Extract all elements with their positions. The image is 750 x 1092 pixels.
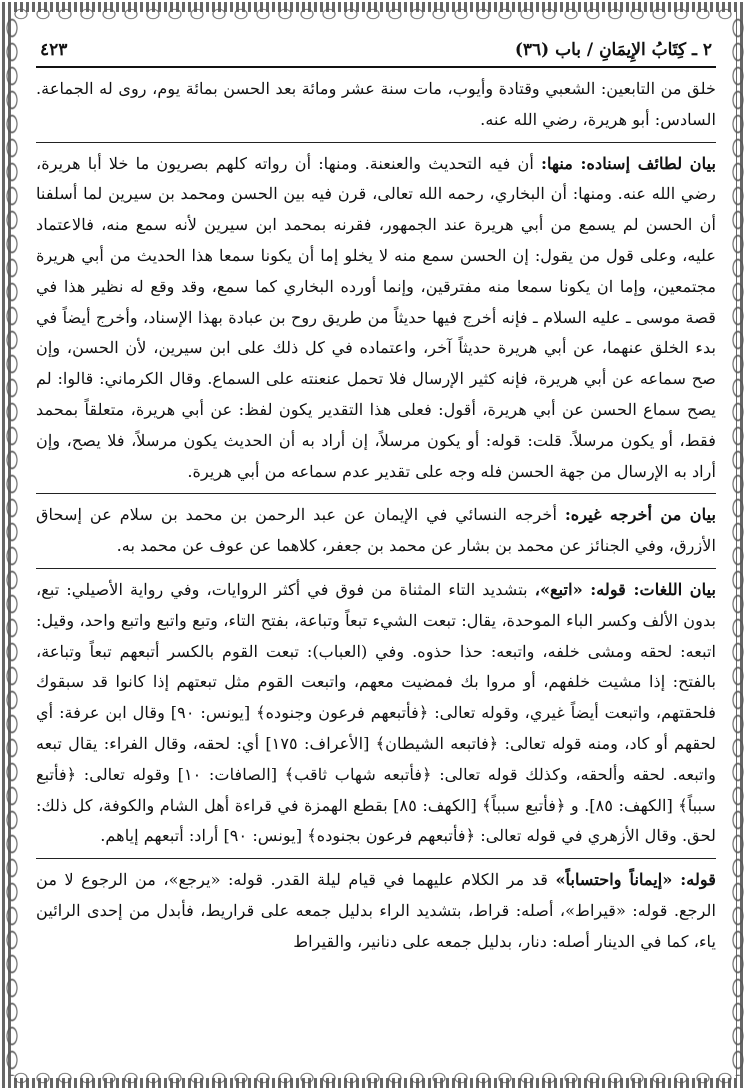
section-text: بتشديد التاء المثناة من فوق في أكثر الروايات، وفي رواية الأصيلي: تبع، بدون الألف وكسر الباء الموحدة، يقال: تبعت الشيء تبعاً وتباعة، بفتح التاء، وتبع واتبع واتبع واحد، وقيل: اتبعه: لحقه ومشى خلفه، واتبعه: حذا حذوه. وفي (العباب): تبعت القوم بالكسر أتبعهم تبعاً وتباعة، بالفتح: إذا مشيت خلفهم، أو مروا بك فمضيت معهم، واتبعت القوم مثل تبعتهم إذا كانوا قد سبقوك فلحقتهم، واتبعت أيضاً غيري، وقوله تعالى: ﴿فأتبعهم فرعون وجنوده﴾ [يونس: ٩٠] وقال ابن عرفة: أي لحقهم أو كاد، ومنه قوله تعالى: ﴿فاتبعه الشيطان﴾ [الأعراف: ١٧٥] أي: لحقه، وقال الفراء: يقال تبعه واتبعه. لحقه وألحقه، وكذلك قوله تعالى: ﴿فأتبعه شهاب ثاقب﴾ [الصافات: ١٠] وقوله تعالى: ﴿فأتبع سبباً﴾ [الكهف: ٨٥]. و ﴿فأتبع سبباً﴾ [الكهف: ٨٥] بقطع الهمزة في قراءة أهل الشام والكوفة، كل ذلك: لحق. وقال الأزهري في قوله تعالى: ﴿فأتبعهم فرعون بجنوده﴾ [يونس: ٩٠] أراد: أتبعهم إياهم. xyxy=(36,579,716,846)
paragraph xyxy=(36,74,716,136)
paragraph xyxy=(36,149,716,488)
section-divider xyxy=(36,568,716,569)
ornament-bottom xyxy=(10,1068,740,1088)
section-linguistics xyxy=(36,575,716,852)
section-narrators-end xyxy=(36,74,716,136)
chapter-title: ٢ ـ كِتَابُ الإِيمَانِ / باب (٣٦) xyxy=(514,40,712,60)
section-lead: بيان لطائف إسناده: منها: xyxy=(541,153,716,173)
page xyxy=(36,40,716,1050)
paragraph xyxy=(36,865,716,957)
section-text: أخرجه النسائي في الإيمان عن عبد الرحمن بن محمد بن سلام عن إسحاق الأزرق، وفي الجنائز عن محمد بن بشار عن محمد بن جعفر، كلاهما عن عوف عن محمد به. xyxy=(36,505,716,556)
section-divider xyxy=(36,493,716,494)
section-lead: قوله: «إيماناً واحتساباً» xyxy=(555,870,716,890)
section-other-narrators xyxy=(36,500,716,562)
ornament-top xyxy=(10,4,740,24)
paragraph xyxy=(36,575,716,852)
section-isnad-subtleties xyxy=(36,149,716,488)
ornament-left xyxy=(4,16,20,1076)
section-text: أن فيه التحديث والعنعنة. ومنها: أن رواته كلهم بصريون ما خلا أبا هريرة، رضي الله عنه. ومنها: أن البخاري، رحمه الله تعالى، قرن فيه بين الحسن ومحمد بن سيرين لما أسلفنا أن الحسن لم يسمع من أبي هريرة عند الجمهور، فقرنه بمحمد ابن سيرين لأنه سمع منه، فالاعتماد عليه، وعلى قول من يقول: إن الحسن سمع منه لا يخلو إما أن يكونا سمعا هذا الحديث من أبي هريرة مجتمعين، وإما ان يكونا سمعا منه مفترقين، وإنما أورده البخاري كما سمع، وقد وقع له نظير هذا في قصة موسى ـ عليه السلام ـ فإنه أخرج فيها حديثاً من طريق روح بن عبادة بهذا الإسناد، وأخرج أيضاً في بدء الخلق عنهما، عن أبي هريرة حديثاً آخر، واعتماده في كل ذلك على ابن سيرين، لأن الحسن، وإن صح سماعه عن أبي هريرة، فإنه كثير الإرسال فلا تحمل عنعنته على السماع. وقال الكرماني: قالوا: لم يصح سماع الحسن عن أبي هريرة، أقول: فعلى هذا التقدير يكون لفظ: عن أبي هريرة، متعلقاً بمحمد فقط، أو يكون مرسلاً. قلت: قوله: أو يكون مرسلاً، إن أراد به أن الحديث يكون مرسلاً، فلا يصح، وإن أراد به الإرسال من جهة الحسن فله وجه على تقدير عدم سماعه من أبي هريرة. xyxy=(36,153,716,481)
section-commentary xyxy=(36,865,716,957)
section-text: خلق من التابعين: الشعبي وقتادة وأيوب، مات سنة عشر ومائة بعد الحسن بمائة يوم، روى له الجماعة. السادس: أبو هريرة، رضي الله عنه. xyxy=(36,79,716,129)
page-number: ٤٢٣ xyxy=(40,40,68,60)
ornament-right xyxy=(730,16,746,1076)
section-divider xyxy=(36,858,716,859)
running-header xyxy=(36,40,716,68)
section-lead: بيان من أخرجه غيره: xyxy=(564,505,716,525)
paragraph xyxy=(36,500,716,562)
section-divider xyxy=(36,142,716,143)
section-lead: بيان اللغات: قوله: «اتبع»، xyxy=(534,579,716,599)
section-text: قد مر الكلام عليهما في قيام ليلة القدر. قوله: «يرجع»، من الرجوع لا من الرجع. قوله: «قيراط»، أصله: قراط، بتشديد الراء بدليل جمعه على قراريط، فأبدل من إحدى الرائين ياء، كما في الدينار أصله: دنار، بدليل جمعه على دنانير، والقيراط xyxy=(36,870,716,951)
